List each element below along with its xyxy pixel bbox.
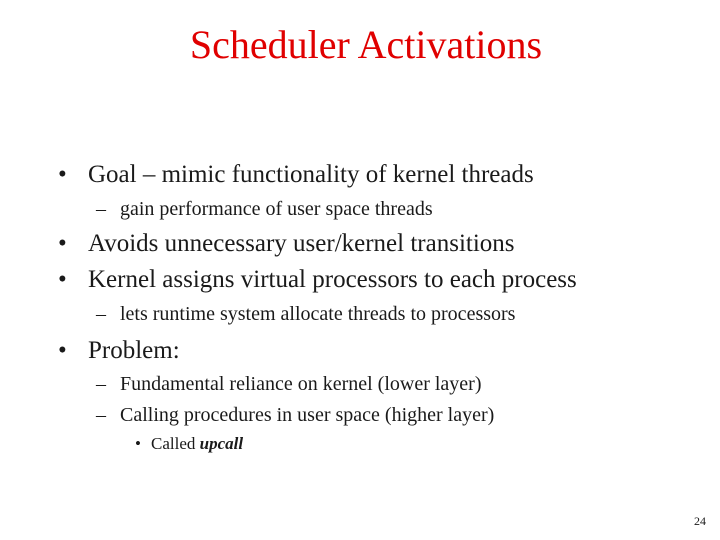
bullet-kernel-assigns xyxy=(58,265,577,295)
bullet-text: Avoids unnecessary user/kernel transitions xyxy=(88,230,515,257)
sub-bullet-text: lets runtime system allocate threads to processors xyxy=(120,303,516,325)
sub-bullet-text: Calling procedures in user space (higher layer) xyxy=(120,404,495,426)
sub-sub-bullet-upcall xyxy=(135,434,244,454)
bullet-marker: • xyxy=(58,337,67,364)
dash-marker: – xyxy=(96,198,106,220)
sub-bullet-runtime-system xyxy=(96,302,516,326)
bullet-marker: • xyxy=(58,266,67,293)
sub-bullet-performance xyxy=(96,197,433,221)
sub-bullet-text: gain performance of user space threads xyxy=(120,198,433,220)
bullet-marker: • xyxy=(58,161,67,188)
bullet-marker: • xyxy=(135,434,141,453)
bullet-problem xyxy=(58,336,180,366)
upcall-term: upcall xyxy=(199,434,244,453)
dash-marker: – xyxy=(96,303,106,325)
bullet-avoids-transitions xyxy=(58,229,515,259)
bullet-marker: • xyxy=(58,230,67,257)
sub-bullet-calling-procedures xyxy=(96,403,495,427)
slide-title: Scheduler Activations xyxy=(189,22,543,67)
sub-bullet-fundamental-reliance xyxy=(96,372,482,396)
bullet-text: Problem: xyxy=(88,337,180,364)
bullet-text: Kernel assigns virtual processors to each process xyxy=(88,266,577,293)
sub-bullet-text: Fundamental reliance on kernel (lower layer) xyxy=(120,373,482,395)
bullet-goal xyxy=(58,160,534,190)
upcall-prefix-text: Called xyxy=(151,434,200,453)
dash-marker: – xyxy=(96,373,106,395)
bullet-text: Goal – mimic functionality of kernel threads xyxy=(88,161,534,188)
dash-marker: – xyxy=(96,404,106,426)
page-number: 24 xyxy=(694,514,706,528)
